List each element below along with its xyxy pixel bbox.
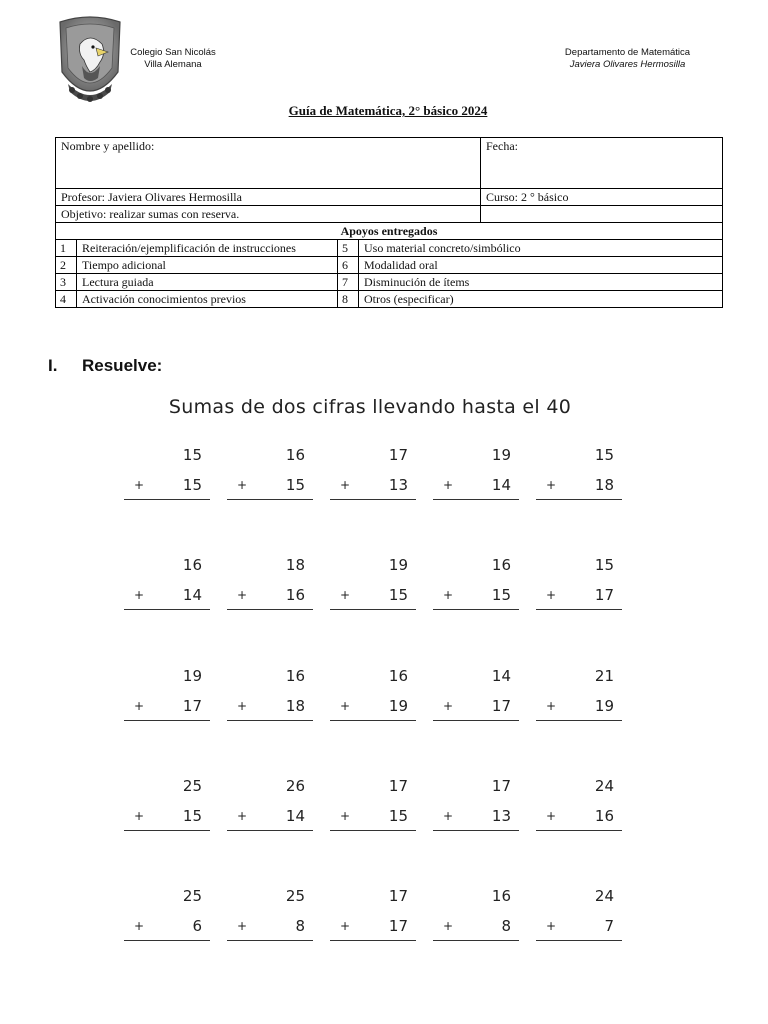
section-label: Resuelve: <box>82 356 163 375</box>
plus-sign: + <box>340 919 351 933</box>
answer-line[interactable] <box>124 720 210 721</box>
addend-bottom: 14 <box>285 807 305 825</box>
section-numeral: I. <box>48 356 58 375</box>
addition-problem[interactable] <box>227 667 313 727</box>
addend-bottom: 15 <box>182 476 202 494</box>
addition-problem[interactable] <box>433 556 519 616</box>
document-title: Guía de Matemática, 2° básico 2024 <box>288 103 488 118</box>
addend-top: 16 <box>491 887 511 905</box>
plus-sign: + <box>134 919 145 933</box>
addend-bottom: 14 <box>491 476 511 494</box>
apoyo-text: Uso material concreto/simbólico <box>359 240 723 257</box>
plus-sign: + <box>237 478 248 492</box>
apoyo-number: 1 <box>56 240 77 257</box>
apoyo-row <box>56 240 723 257</box>
answer-line[interactable] <box>433 499 519 500</box>
apoyo-row <box>56 274 723 291</box>
answer-line[interactable] <box>124 499 210 500</box>
addition-problem[interactable] <box>124 887 210 947</box>
addend-top: 24 <box>594 887 614 905</box>
answer-line[interactable] <box>536 499 622 500</box>
course-cell: Curso: 2 ° básico <box>481 189 723 206</box>
apoyo-number: 2 <box>56 257 77 274</box>
plus-sign: + <box>340 588 351 602</box>
addition-problem[interactable] <box>227 887 313 947</box>
addend-bottom: 15 <box>182 807 202 825</box>
addend-top: 14 <box>491 667 511 685</box>
addend-bottom: 15 <box>388 586 408 604</box>
info-table <box>55 137 723 308</box>
apoyo-row <box>56 257 723 274</box>
addend-bottom: 19 <box>388 697 408 715</box>
addend-bottom: 17 <box>388 917 408 935</box>
addition-problem[interactable] <box>330 556 416 616</box>
addend-top: 16 <box>285 667 305 685</box>
addition-problem[interactable] <box>124 777 210 837</box>
addend-bottom: 7 <box>604 917 614 935</box>
addition-problem[interactable] <box>433 777 519 837</box>
addend-top: 16 <box>491 556 511 574</box>
answer-line[interactable] <box>227 830 313 831</box>
addend-top: 16 <box>182 556 202 574</box>
plus-sign: + <box>340 809 351 823</box>
school-block <box>118 47 228 71</box>
addend-top: 16 <box>388 667 408 685</box>
plus-sign: + <box>546 699 557 713</box>
addend-bottom: 18 <box>285 697 305 715</box>
department-name: Departamento de Matemática <box>564 47 691 58</box>
answer-line[interactable] <box>330 720 416 721</box>
addend-bottom: 18 <box>594 476 614 494</box>
name-label: Nombre y apellido: <box>61 139 155 153</box>
addend-top: 17 <box>388 887 408 905</box>
addend-bottom: 17 <box>491 697 511 715</box>
addend-bottom: 16 <box>594 807 614 825</box>
addend-top: 15 <box>182 446 202 464</box>
apoyo-number: 4 <box>56 291 77 308</box>
addition-problem[interactable] <box>124 667 210 727</box>
addend-top: 17 <box>491 777 511 795</box>
plus-sign: + <box>237 919 248 933</box>
department-block <box>545 47 710 71</box>
date-field[interactable] <box>481 138 723 189</box>
plus-sign: + <box>443 699 454 713</box>
name-field[interactable] <box>56 138 481 189</box>
addend-top: 25 <box>285 887 305 905</box>
addend-bottom: 15 <box>388 807 408 825</box>
apoyo-number: 7 <box>338 274 359 291</box>
apoyo-number: 8 <box>338 291 359 308</box>
addend-bottom: 15 <box>491 586 511 604</box>
answer-line[interactable] <box>433 720 519 721</box>
plus-sign: + <box>237 588 248 602</box>
apoyo-text: Reiteración/ejemplificación de instrucciones <box>77 240 338 257</box>
worksheet-title: Sumas de dos cifras llevando hasta el 40 <box>168 396 572 418</box>
addition-problem[interactable] <box>536 777 622 837</box>
answer-line[interactable] <box>124 940 210 941</box>
addition-problem[interactable] <box>433 446 519 506</box>
plus-sign: + <box>443 588 454 602</box>
answer-line[interactable] <box>536 609 622 610</box>
answer-line[interactable] <box>227 940 313 941</box>
apoyo-text: Modalidad oral <box>359 257 723 274</box>
addend-bottom: 19 <box>594 697 614 715</box>
addend-bottom: 8 <box>295 917 305 935</box>
addend-top: 19 <box>491 446 511 464</box>
addend-top: 19 <box>388 556 408 574</box>
addend-bottom: 16 <box>285 586 305 604</box>
addition-problem[interactable] <box>330 887 416 947</box>
teacher-name: Javiera Olivares Hermosilla <box>569 59 686 70</box>
apoyo-text: Lectura guiada <box>77 274 338 291</box>
addition-problem[interactable] <box>433 667 519 727</box>
addend-top: 15 <box>594 446 614 464</box>
answer-line[interactable] <box>124 830 210 831</box>
addition-problem[interactable] <box>227 777 313 837</box>
school-name: Colegio San Nicolás <box>130 47 216 58</box>
answer-line[interactable] <box>536 940 622 941</box>
addend-top: 16 <box>285 446 305 464</box>
plus-sign: + <box>134 478 145 492</box>
plus-sign: + <box>546 478 557 492</box>
plus-sign: + <box>340 478 351 492</box>
addend-bottom: 17 <box>182 697 202 715</box>
plus-sign: + <box>237 699 248 713</box>
answer-line[interactable] <box>330 830 416 831</box>
plus-sign: + <box>546 588 557 602</box>
apoyo-text: Otros (especificar) <box>359 291 723 308</box>
apoyo-number: 3 <box>56 274 77 291</box>
school-seal-logo <box>56 14 124 110</box>
school-city: Villa Alemana <box>144 59 202 70</box>
addend-top: 18 <box>285 556 305 574</box>
plus-sign: + <box>237 809 248 823</box>
addend-top: 24 <box>594 777 614 795</box>
answer-line[interactable] <box>227 499 313 500</box>
addend-top: 21 <box>594 667 614 685</box>
addend-bottom: 8 <box>501 917 511 935</box>
answer-line[interactable] <box>330 609 416 610</box>
plus-sign: + <box>134 588 145 602</box>
plus-sign: + <box>134 699 145 713</box>
addition-problem[interactable] <box>433 887 519 947</box>
apoyo-text: Disminución de ítems <box>359 274 723 291</box>
date-label: Fecha: <box>486 139 518 153</box>
addition-problem[interactable] <box>124 446 210 506</box>
answer-line[interactable] <box>330 499 416 500</box>
addend-bottom: 13 <box>491 807 511 825</box>
plus-sign: + <box>340 699 351 713</box>
answer-line[interactable] <box>330 940 416 941</box>
plus-sign: + <box>546 919 557 933</box>
objective-blank-cell <box>481 206 723 223</box>
addition-problem[interactable] <box>536 667 622 727</box>
addition-problem[interactable] <box>330 667 416 727</box>
addend-bottom: 15 <box>285 476 305 494</box>
addition-problem[interactable] <box>536 446 622 506</box>
addition-problem[interactable] <box>536 556 622 616</box>
answer-line[interactable] <box>433 940 519 941</box>
addition-problem[interactable] <box>227 446 313 506</box>
addend-top: 17 <box>388 446 408 464</box>
answer-line[interactable] <box>433 830 519 831</box>
answer-line[interactable] <box>536 720 622 721</box>
addend-bottom: 17 <box>594 586 614 604</box>
addition-problem[interactable] <box>536 887 622 947</box>
addend-bottom: 14 <box>182 586 202 604</box>
addend-top: 26 <box>285 777 305 795</box>
addend-top: 17 <box>388 777 408 795</box>
apoyos-heading: Apoyos entregados <box>56 223 723 240</box>
addend-top: 25 <box>182 777 202 795</box>
addition-problem[interactable] <box>227 556 313 616</box>
addend-top: 15 <box>594 556 614 574</box>
apoyo-number: 6 <box>338 257 359 274</box>
addend-top: 25 <box>182 887 202 905</box>
apoyo-text: Activación conocimientos previos <box>77 291 338 308</box>
addition-problem[interactable] <box>124 556 210 616</box>
answer-line[interactable] <box>227 720 313 721</box>
apoyos-rows <box>56 240 723 308</box>
plus-sign: + <box>443 809 454 823</box>
plus-sign: + <box>443 919 454 933</box>
plus-sign: + <box>546 809 557 823</box>
apoyo-row <box>56 291 723 308</box>
plus-sign: + <box>134 809 145 823</box>
answer-line[interactable] <box>227 609 313 610</box>
apoyo-number: 5 <box>338 240 359 257</box>
addend-top: 19 <box>182 667 202 685</box>
apoyo-text: Tiempo adicional <box>77 257 338 274</box>
answer-line[interactable] <box>433 609 519 610</box>
page-header <box>0 0 768 110</box>
answer-line[interactable] <box>536 830 622 831</box>
section-heading <box>48 356 162 376</box>
plus-sign: + <box>443 478 454 492</box>
addition-problem[interactable] <box>330 446 416 506</box>
addition-problem[interactable] <box>330 777 416 837</box>
teacher-cell: Profesor: Javiera Olivares Hermosilla <box>56 189 481 206</box>
objective-cell: Objetivo: realizar sumas con reserva. <box>56 206 481 223</box>
answer-line[interactable] <box>124 609 210 610</box>
addend-bottom: 13 <box>388 476 408 494</box>
addend-bottom: 6 <box>192 917 202 935</box>
